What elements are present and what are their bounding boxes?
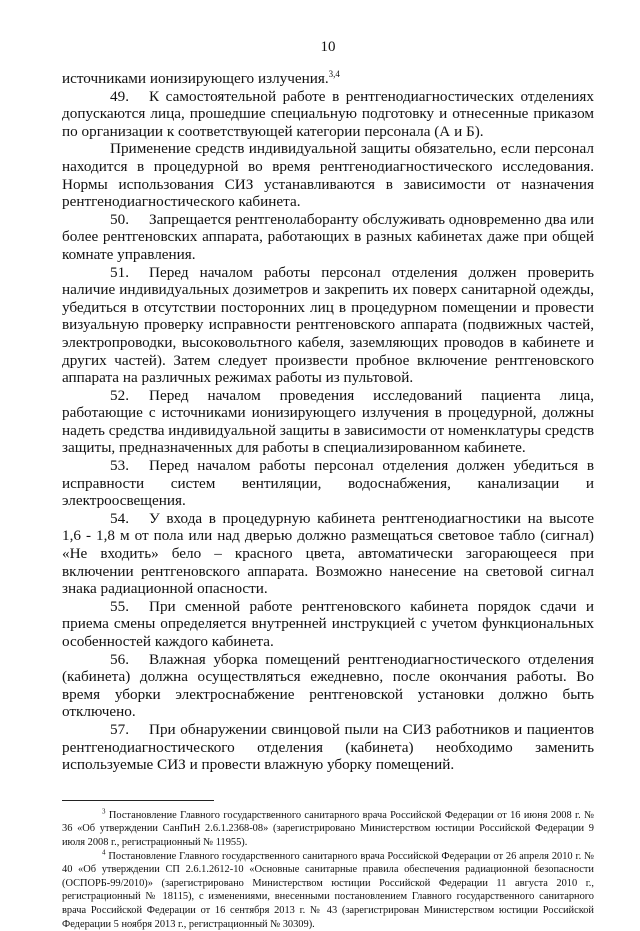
paragraph-intro — [62, 70, 594, 88]
paragraph-53: 53. Перед началом работы персонал отделения должен убедиться в исправности систем вентиляции, водоснабжения, канализации и электроосвещения. — [62, 457, 594, 510]
footnote-mark: 3 — [102, 807, 106, 816]
footnote-3 — [62, 809, 594, 850]
body-text — [62, 70, 594, 774]
paragraph-54: 54. У входа в процедурную кабинета рентгенодиагностики на высоте 1,6 - 1,8 м от пола или над дверью должно размещаться световое табло (сигнал) «Не входить» бело – красного цвета, автоматически загорающееся при включении рентгеновского аппарата. Возможно нанесение на световой сигнал знака радиационной опасности. — [62, 509, 594, 598]
paragraph-57: 57. При обнаружении свинцовой пыли на СИЗ работников и пациентов рентгенодиагностического отделения (кабинета) необходимо заменить используемые СИЗ и провести влажную уборку помещений. — [62, 720, 594, 774]
paragraph-text: источниками ионизирующего излучения. — [62, 70, 329, 87]
page-number: 10 — [320, 39, 336, 55]
footnote-text: Постановление Главного государственного санитарного врача Российской Федерации от 26 апреля 2010 г. № 40 «Об утверждении СП 2.6.1.2612-10 «Основные санитарные правила обеспечения радиационной безопасности (ОСПОРБ-99/2010)» (зарегистрировано Министерством юстиции Российской Федерации 11 августа 2010 г., регистрационный № 18115), с изменениями, внесенными постановлением Главного государственного санитарного врача Российской Федерации от 16 сентября 2013 г. № 43 (зарегистрирован Министерством юстиции Российской Федерации 5 ноября 2013 г., регистрационный № 30309). — [62, 850, 594, 930]
paragraph-50: 50. Запрещается рентгенолаборанту обслуживать одновременно два или более рентгеновских аппарата, работающих в разных кабинетах даже при общей комнате управления. — [62, 210, 594, 263]
footnotes — [62, 809, 594, 931]
footnote-text: Постановление Главного государственного санитарного врача Российской Федерации от 16 июня 2008 г. № 36 «Об утверждении СанПиН 2.6.1.2368-08» (зарегистрировано Министерством юстиции Российской Федерации 9 июля 2008 г., регистрационный № 11955). — [62, 809, 594, 848]
footnote-divider — [62, 800, 214, 801]
paragraph-55: 55. При сменной работе рентгеновского кабинета порядок сдачи и приема смены определяется внутренней инструкцией с учетом функциональных особенностей каждого кабинета. — [62, 597, 594, 650]
footnote-reference: 3,4 — [328, 68, 340, 79]
paragraph-56: 56. Влажная уборка помещений рентгенодиагностического отделения (кабинета) должна осуществляться ежедневно, после окончания работы. Во время уборки электроснабжение рентгеновской установки должно быть отключено. — [62, 650, 594, 721]
paragraph-49-continued: Применение средств индивидуальной защиты обязательно, если персонал находится в процедурной во время рентгенодиагностического исследования. Нормы использования СИЗ устанавливаются в зависимости от назначения рентгенодиагностического кабинета. — [62, 140, 594, 211]
paragraph-51: 51. Перед началом работы персонал отделения должен проверить наличие индивидуальных дозиметров и закрепить их поверх санитарной одежды, убедиться в отсутствии посторонних лиц в процедурном помещении и провести визуальную проверку исправности рентгеновского аппарата (подвижных частей, электропроводки, высоковольтного кабеля, заземляющих проводов в кабинете и других частей). Затем следует произвести пробное включение рентгеновского аппарата на различных режимах работы из пультовой. — [62, 263, 594, 387]
paragraph-52: 52. Перед началом проведения исследований пациента лица, работающие с источниками ионизирующего излучения в процедурной, должны надеть средства индивидуальной защиты в зависимости от номенклатуры средств защиты, предназначенных для работы в специализированном кабинете. — [62, 386, 594, 457]
footnote-mark: 4 — [102, 848, 106, 857]
paragraph-49: 49. К самостоятельной работе в рентгенодиагностических отделениях допускаются лица, прошедшие специальную подготовку и отнесенные приказом по организации к соответствующей категории персонала (А и Б). — [62, 87, 594, 140]
footnote-4 — [62, 850, 594, 931]
